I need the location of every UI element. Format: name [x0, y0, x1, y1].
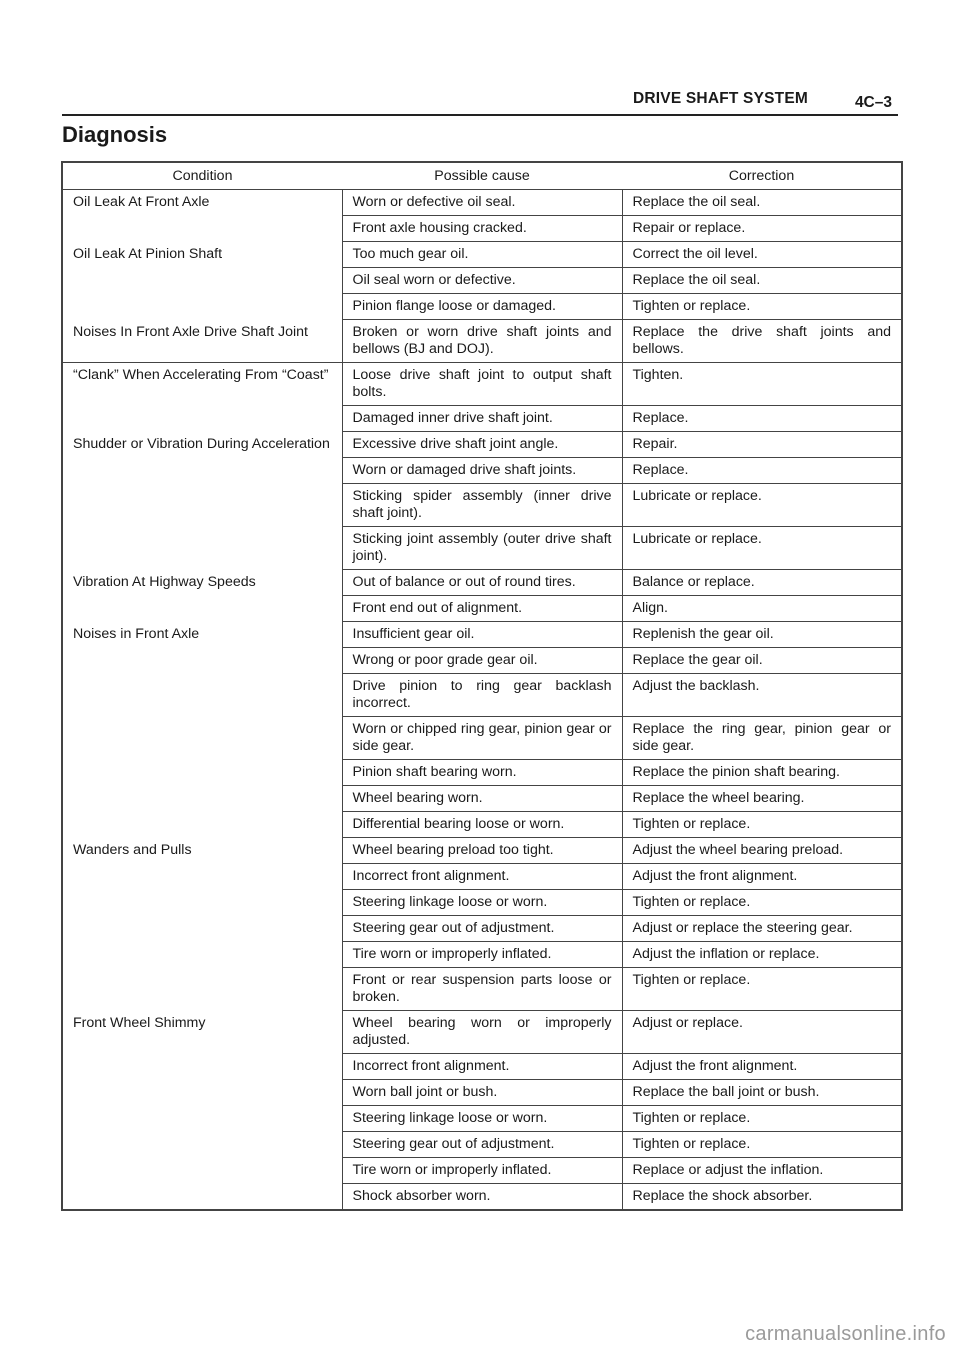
correction-cell: Correct the oil level. — [622, 242, 902, 268]
correction-cell: Balance or replace. — [622, 570, 902, 596]
correction-cell: Adjust or replace. — [622, 1011, 902, 1054]
table-row — [62, 622, 902, 648]
possible-cause-cell: Differential bearing loose or worn. — [342, 812, 622, 838]
possible-cause-cell: Incorrect front alignment. — [342, 864, 622, 890]
possible-cause-cell: Wheel bearing preload too tight. — [342, 838, 622, 864]
page-number: 4C–3 — [854, 94, 892, 111]
correction-cell: Repair. — [622, 432, 902, 458]
condition-cell: Vibration At Highway Speeds — [73, 573, 256, 590]
condition-cell: Shudder or Vibration During Acceleration — [73, 435, 330, 452]
correction-cell: Replace the oil seal. — [622, 268, 902, 294]
header-rule — [62, 114, 898, 116]
correction-cell: Replace the shock absorber. — [622, 1184, 902, 1211]
condition-cell: Front Wheel Shimmy — [73, 1014, 206, 1031]
table-header-row — [62, 162, 902, 190]
table-row — [62, 570, 902, 596]
correction-cell: Adjust the backlash. — [622, 674, 902, 717]
possible-cause-cell: Insufficient gear oil. — [342, 622, 622, 648]
possible-cause-cell: Worn or defective oil seal. — [342, 190, 622, 216]
correction-cell: Tighten or replace. — [622, 1106, 902, 1132]
page-header — [62, 86, 898, 116]
possible-cause-cell: Steering gear out of adjustment. — [342, 1132, 622, 1158]
table-row — [62, 363, 902, 406]
correction-cell: Replenish the gear oil. — [622, 622, 902, 648]
possible-cause-cell: Worn or chipped ring gear, pinion gear or side gear. — [342, 717, 622, 760]
correction-cell: Tighten or replace. — [622, 294, 902, 320]
possible-cause-cell: Loose drive shaft joint to output shaft bolts. — [342, 363, 622, 406]
correction-cell: Tighten or replace. — [622, 812, 902, 838]
correction-cell: Lubricate or replace. — [622, 484, 902, 527]
possible-cause-cell: Front axle housing cracked. — [342, 216, 622, 242]
possible-cause-cell: Excessive drive shaft joint angle. — [342, 432, 622, 458]
correction-cell: Replace the drive shaft joints and bellows. — [622, 320, 902, 363]
correction-cell: Replace the gear oil. — [622, 648, 902, 674]
page-title: Diagnosis — [62, 122, 168, 147]
possible-cause-cell: Wrong or poor grade gear oil. — [342, 648, 622, 674]
possible-cause-cell: Damaged inner drive shaft joint. — [342, 406, 622, 432]
correction-cell: Replace the oil seal. — [622, 190, 902, 216]
correction-cell: Replace the ring gear, pinion gear or side gear. — [622, 717, 902, 760]
possible-cause-cell: Too much gear oil. — [342, 242, 622, 268]
condition-cell: Oil Leak At Pinion Shaft — [73, 245, 223, 262]
correction-cell: Replace. — [622, 406, 902, 432]
possible-cause-cell: Worn or damaged drive shaft joints. — [342, 458, 622, 484]
condition-cell: Oil Leak At Front Axle — [73, 194, 210, 210]
possible-cause-cell: Incorrect front alignment. — [342, 1054, 622, 1080]
correction-cell: Replace. — [622, 458, 902, 484]
possible-cause-cell: Steering linkage loose or worn. — [342, 1106, 622, 1132]
table-row — [62, 320, 902, 363]
possible-cause-cell: Steering linkage loose or worn. — [342, 890, 622, 916]
column-header-correction: Correction — [622, 162, 902, 190]
section-title: DRIVE SHAFT SYSTEM — [633, 90, 808, 107]
possible-cause-cell: Wheel bearing worn or improperly adjusted. — [342, 1011, 622, 1054]
possible-cause-cell: Front end out of alignment. — [342, 596, 622, 622]
possible-cause-cell: Sticking joint assembly (outer drive shaft joint). — [342, 527, 622, 570]
correction-cell: Adjust the inflation or replace. — [622, 942, 902, 968]
possible-cause-cell: Sticking spider assembly (inner drive shaft joint). — [342, 484, 622, 527]
condition-cell: “Clank” When Accelerating From “Coast” — [73, 367, 329, 383]
possible-cause-cell: Tire worn or improperly inflated. — [342, 942, 622, 968]
possible-cause-cell: Front or rear suspension parts loose or broken. — [342, 968, 622, 1011]
possible-cause-cell: Oil seal worn or defective. — [342, 268, 622, 294]
correction-cell: Tighten. — [622, 363, 902, 406]
possible-cause-cell: Pinion flange loose or damaged. — [342, 294, 622, 320]
correction-cell: Adjust the front alignment. — [622, 1054, 902, 1080]
possible-cause-cell: Worn ball joint or bush. — [342, 1080, 622, 1106]
column-header-possible-cause: Possible cause — [342, 162, 622, 190]
column-header-condition: Condition — [62, 162, 342, 190]
condition-cell: Noises In Front Axle Drive Shaft Joint — [62, 320, 342, 363]
possible-cause-cell: Out of balance or out of round tires. — [342, 570, 622, 596]
table-row — [62, 838, 902, 864]
possible-cause-cell: Steering gear out of adjustment. — [342, 916, 622, 942]
diagnosis-table — [61, 161, 903, 1211]
table-row — [62, 242, 902, 268]
table-row — [62, 190, 902, 216]
correction-cell: Replace the ball joint or bush. — [622, 1080, 902, 1106]
correction-cell: Align. — [622, 596, 902, 622]
correction-cell: Replace the wheel bearing. — [622, 786, 902, 812]
table-body — [62, 190, 902, 1211]
watermark: carmanualsonline.info — [745, 1323, 946, 1345]
correction-cell: Tighten or replace. — [622, 890, 902, 916]
condition-cell: Noises in Front Axle — [73, 625, 200, 642]
possible-cause-cell: Broken or worn drive shaft joints and bellows (BJ and DOJ). — [342, 320, 622, 363]
possible-cause-cell: Drive pinion to ring gear backlash incorrect. — [342, 674, 622, 717]
correction-cell: Lubricate or replace. — [622, 527, 902, 570]
possible-cause-cell: Tire worn or improperly inflated. — [342, 1158, 622, 1184]
correction-cell: Adjust or replace the steering gear. — [622, 916, 902, 942]
correction-cell: Tighten or replace. — [622, 968, 902, 1011]
correction-cell: Replace the pinion shaft bearing. — [622, 760, 902, 786]
possible-cause-cell: Wheel bearing worn. — [342, 786, 622, 812]
correction-cell: Replace or adjust the inflation. — [622, 1158, 902, 1184]
correction-cell: Repair or replace. — [622, 216, 902, 242]
possible-cause-cell: Shock absorber worn. — [342, 1184, 622, 1211]
table-row — [62, 1011, 902, 1054]
table-row — [62, 432, 902, 458]
condition-cell: Wanders and Pulls — [73, 841, 192, 858]
possible-cause-cell: Pinion shaft bearing worn. — [342, 760, 622, 786]
correction-cell: Adjust the front alignment. — [622, 864, 902, 890]
correction-cell: Adjust the wheel bearing preload. — [622, 838, 902, 864]
correction-cell: Tighten or replace. — [622, 1132, 902, 1158]
